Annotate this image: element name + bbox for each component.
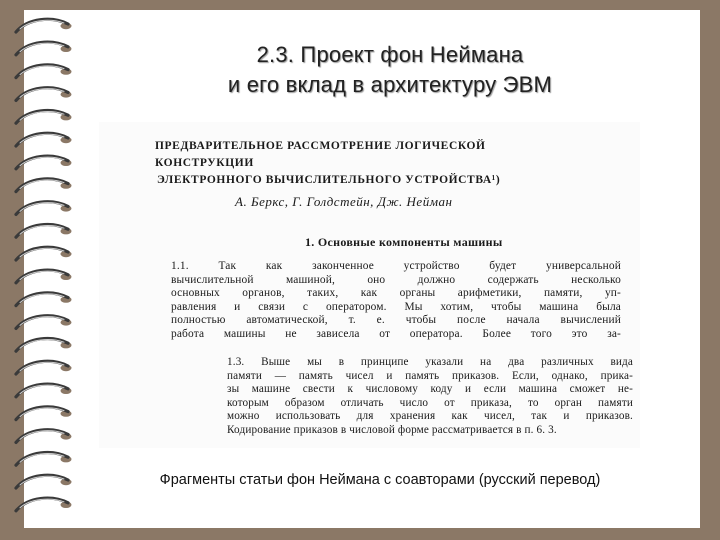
paragraph-1-1 — [171, 260, 621, 341]
article-title-line1: ПРЕДВАРИТЕЛЬНОЕ РАССМОТРЕНИЕ ЛОГИЧЕСКОЙ КОНСТРУКЦИИ — [155, 140, 486, 169]
paragraph-line: зы машине свести к числовому коду и если машина сможет не- — [227, 383, 633, 396]
spiral-ring — [16, 88, 72, 101]
spiral-ring — [16, 42, 72, 55]
section-heading: 1. Основные компоненты машины — [305, 235, 503, 249]
paragraph-line: можно использовать для хранения как чисел, так и приказов. — [227, 410, 633, 423]
spiral-ring — [16, 111, 72, 124]
spiral-ring — [16, 156, 72, 169]
spiral-ring — [16, 339, 72, 352]
spiral-ring — [16, 498, 72, 511]
spiral-ring — [16, 225, 72, 238]
paragraph-1-3 — [227, 356, 633, 438]
spiral-ring — [16, 430, 72, 443]
spiral-ring — [16, 293, 72, 306]
spiral-ring — [16, 19, 72, 32]
spiral-ring — [16, 247, 72, 260]
slide-title-line1: 2.3. Проект фон Неймана — [256, 42, 524, 67]
paragraph-line: работа машины не зависела от оператора. Более того это за- — [171, 327, 621, 340]
spiral-binding — [12, 14, 82, 524]
slide-title — [120, 40, 660, 100]
paragraph-line: памяти — память чисел и память приказов. Если, однако, прика- — [227, 369, 633, 382]
spiral-ring — [16, 270, 72, 283]
paragraph-line: 1.1. Так как законченное устройство будет универсальной — [171, 260, 621, 272]
spiral-ring — [16, 65, 72, 78]
scanned-article-fragment — [99, 122, 640, 448]
article-title-line2: ЭЛЕКТРОННОГО ВЫЧИСЛИТЕЛЬНОГО УСТРОЙСТВА¹) — [157, 174, 501, 186]
spiral-ring — [16, 179, 72, 192]
paragraph-line: которым образом отличать число от приказа, то орган памяти — [227, 396, 633, 409]
slide-caption: Фрагменты статьи фон Неймана с соавторами (русский перевод) — [159, 472, 601, 488]
spiral-ring — [16, 361, 72, 374]
article-authors: А. Беркс, Г. Голдстейн, Дж. Нейман — [235, 194, 453, 209]
paragraph-line: полностью автоматической, т. е. чтобы после начала вычислений — [171, 314, 621, 326]
paragraph-line: основных органов, таких, как органы арифметики, памяти, уп- — [171, 287, 621, 299]
paragraph-line: Кодирование приказов в числовой форме рассматривается в п. 6. 3. — [227, 423, 557, 436]
spiral-ring — [16, 384, 72, 397]
paragraph-line: вычислительной машиной, оно должно содержать несколько — [171, 273, 621, 286]
spiral-ring — [16, 407, 72, 420]
paragraph-line: равления и связи с оператором. Мы хотим, чтобы машина была — [171, 300, 621, 313]
spiral-ring — [16, 133, 72, 146]
article-title — [155, 138, 585, 189]
spiral-ring — [16, 475, 72, 488]
spiral-ring — [16, 202, 72, 215]
slide-title-line2: и его вклад в архитектуру ЭВМ — [227, 72, 553, 97]
spiral-ring — [16, 316, 72, 329]
spiral-ring — [16, 453, 72, 466]
paragraph-line: 1.3. Выше мы в принципе указали на два различных вида — [227, 356, 633, 368]
